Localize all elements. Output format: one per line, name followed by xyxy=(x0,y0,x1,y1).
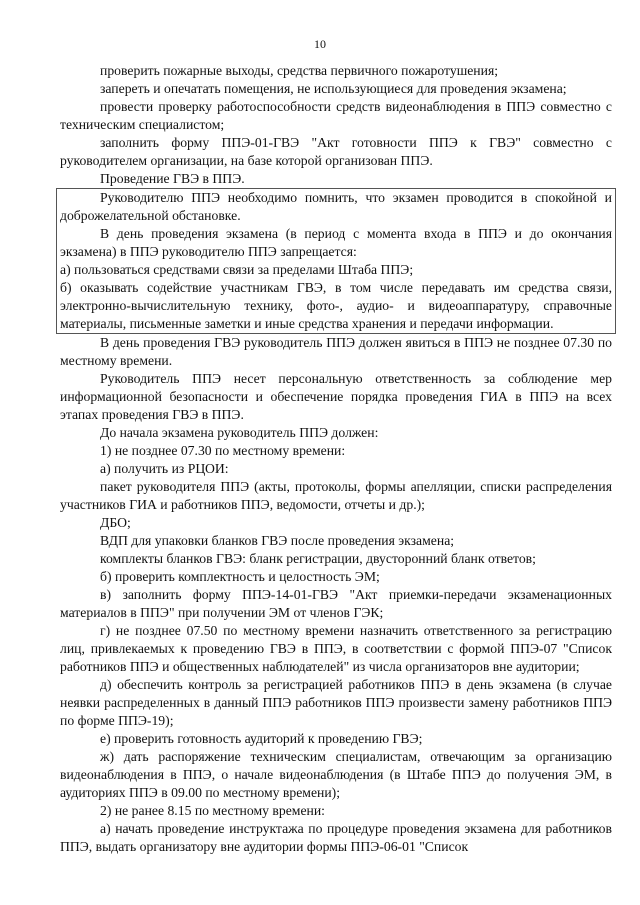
list-item: г) не позднее 07.50 по местному времени назначить ответственного за регистрацию лиц, привлекаемых к проведению ГВЭ в ППЭ, в соответствии с формой ППЭ-07 "Список работников ППЭ и общественных наблюдателей" из числа организаторов вне аудитории; xyxy=(60,623,612,674)
list-item: 1) не позднее 07.30 по местному времени: xyxy=(100,443,346,458)
list-item: а) получить из РЦОИ: xyxy=(100,461,229,476)
list-item: а) начать проведение инструктажа по процедуре проведения экзамена для работников ППЭ, выдать организатору вне аудитории формы ППЭ-06-01 "Список xyxy=(60,821,612,854)
paragraph: провести проверку работоспособности средств видеонаблюдения в ППЭ совместно с техническим специалистом; xyxy=(60,99,612,132)
list-item: е) проверить готовность аудиторий к проведению ГВЭ; xyxy=(100,731,423,746)
document-body xyxy=(60,62,612,856)
paragraph: В день проведения ГВЭ руководитель ППЭ должен явиться в ППЭ не позднее 07.30 по местному времени. xyxy=(60,335,612,368)
list-item: а) пользоваться средствами связи за пределами Штаба ППЭ; xyxy=(60,262,414,277)
paragraph: запереть и опечатать помещения, не использующиеся для проведения экзамена; xyxy=(100,81,567,96)
paragraph: В день проведения экзамена (в период с момента входа в ППЭ и до окончания экзамена) в ППЭ руководителю ППЭ запрещается: xyxy=(60,226,612,259)
page-number: 10 xyxy=(314,37,326,51)
paragraph: До начала экзамена руководитель ППЭ должен: xyxy=(100,425,379,440)
boxed-notice xyxy=(56,188,616,334)
list-item: д) обеспечить контроль за регистрацией работников ППЭ в день экзамена (в случае неявки распределенных в данный ППЭ работников ППЭ произвести замену работников ППЭ по форме ППЭ-19); xyxy=(60,677,612,728)
list-item: б) оказывать содействие участникам ГВЭ, в том числе передавать им средства связи, электронно-вычислительную технику, фото-, аудио- и видеоаппаратуру, справочные материалы, письменные заметки и иные средства хранения и передачи информации. xyxy=(60,280,612,331)
section-heading: Проведение ГВЭ в ППЭ. xyxy=(100,171,245,186)
paragraph: Руководителю ППЭ необходимо помнить, что экзамен проводится в спокойной и доброжелательной обстановке. xyxy=(60,190,612,223)
paragraph: Руководитель ППЭ несет персональную ответственность за соблюдение мер информационной безопасности и обеспечение порядка проведения ГИА в ППЭ на всех этапах проведения ГВЭ в ППЭ. xyxy=(60,371,612,422)
list-item: ДБО; xyxy=(100,515,131,530)
list-item: комплекты бланков ГВЭ: бланк регистрации, двусторонний бланк ответов; xyxy=(100,551,536,566)
list-item: 2) не ранее 8.15 по местному времени: xyxy=(100,803,325,818)
list-item: пакет руководителя ППЭ (акты, протоколы, формы апелляции, списки распределения участников ГИА и работников ППЭ, ведомости, отчеты и др.); xyxy=(60,479,612,512)
list-item: ВДП для упаковки бланков ГВЭ после проведения экзамена; xyxy=(100,533,455,548)
paragraph: заполнить форму ППЭ-01-ГВЭ "Акт готовности ППЭ к ГВЭ" совместно с руководителем организации, на базе которой организован ППЭ. xyxy=(60,135,612,168)
list-item: в) заполнить форму ППЭ-14-01-ГВЭ "Акт приемки-передачи экзаменационных материалов в ППЭ" при получении ЭМ от членов ГЭК; xyxy=(60,587,612,620)
list-item: ж) дать распоряжение техническим специалистам, отвечающим за организацию видеонаблюдения в ППЭ, о начале видеонаблюдения (в Штабе ППЭ до получения ЭМ, в аудиториях ППЭ в 09.00 по местному времени); xyxy=(60,749,612,800)
paragraph: проверить пожарные выходы, средства первичного пожаротушения; xyxy=(100,63,499,78)
list-item: б) проверить комплектность и целостность ЭМ; xyxy=(100,569,380,584)
